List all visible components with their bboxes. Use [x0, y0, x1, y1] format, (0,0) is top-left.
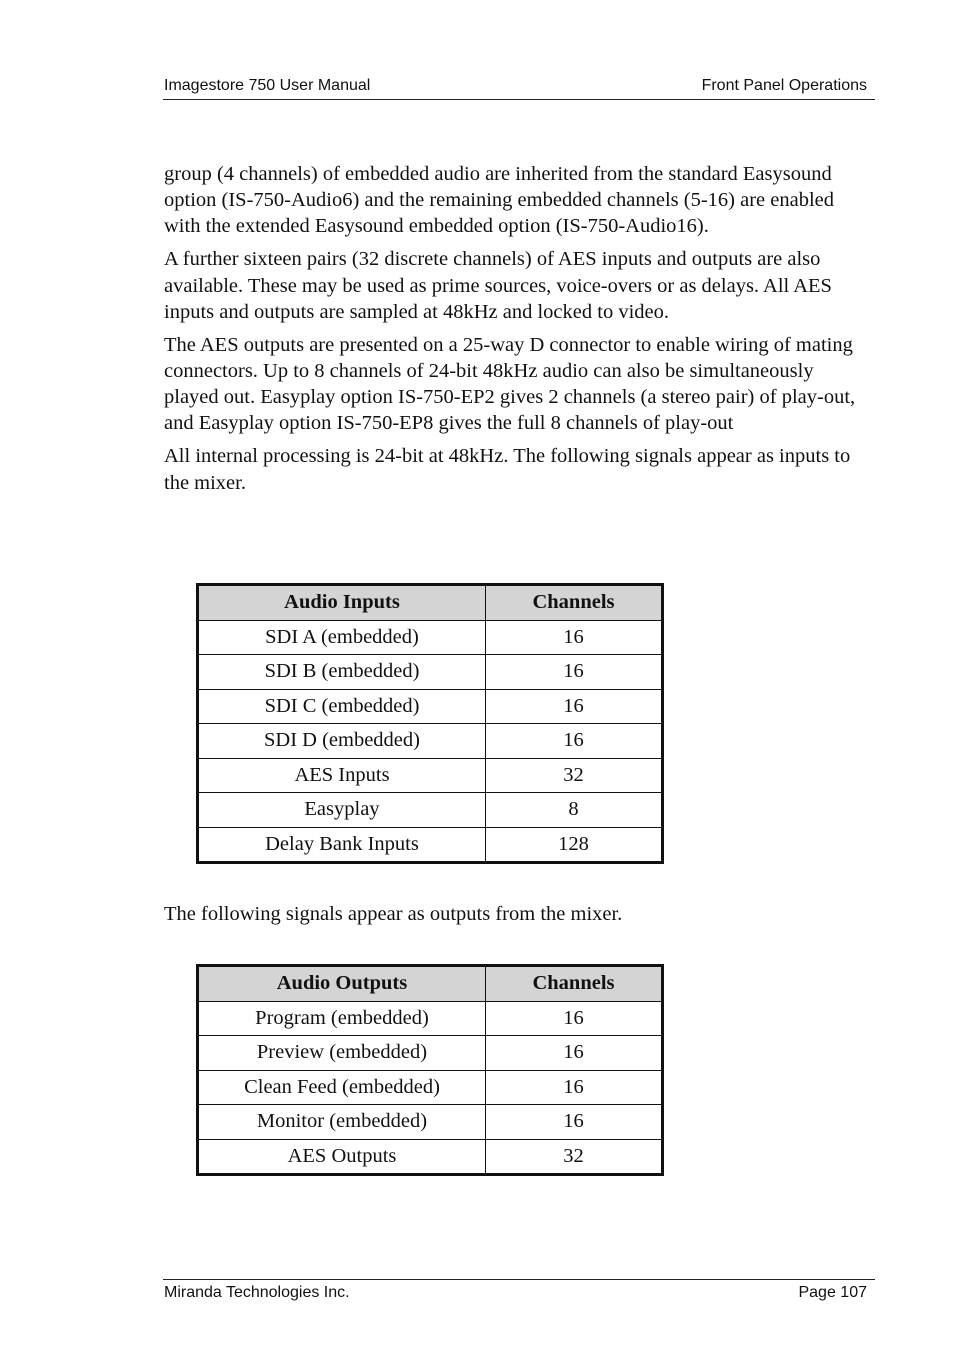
table-row	[198, 1001, 663, 1036]
table-row	[198, 827, 663, 863]
table-cell: Easyplay	[198, 793, 486, 828]
table-cell: Program (embedded)	[198, 1001, 486, 1036]
table-cell: 128	[485, 827, 662, 863]
table-cell: 16	[485, 689, 662, 724]
page-header	[163, 77, 875, 100]
paragraph: group (4 channels) of embedded audio are inherited from the standard Easysound option (IS-750-Audio6) and the remaining embedded channels (5-16) are enabled with the extended Easysound embedded option (IS-750-Audio16).	[164, 163, 835, 238]
audio-outputs-table	[196, 964, 664, 1176]
column-header: Channels	[485, 966, 662, 1002]
footer-company: Miranda Technologies Inc.	[164, 1284, 350, 1301]
table-cell: Delay Bank Inputs	[198, 827, 486, 863]
table-cell: 16	[485, 620, 662, 655]
table-cell: 16	[485, 1001, 662, 1036]
table-cell: Preview (embedded)	[198, 1036, 486, 1071]
table-cell: AES Inputs	[198, 758, 486, 793]
table-cell: SDI A (embedded)	[198, 620, 486, 655]
table-row	[198, 655, 663, 690]
page-number: Page 107	[798, 1284, 867, 1301]
table-cell: 32	[485, 1139, 662, 1175]
table-cell: 32	[485, 758, 662, 793]
paragraph: The AES outputs are presented on a 25-way D connector to enable wiring of mating connectors. Up to 8 channels of 24-bit 48kHz audio can also be simultaneously played out. Easyplay option IS-750-EP2 gives 2 channels (a stereo pair) of play-out, and Easyplay option IS-750-EP8 gives the full 8 channels of play-out	[164, 333, 856, 435]
table-row	[198, 1105, 663, 1140]
paragraph: All internal processing is 24-bit at 48kHz. The following signals appear as inputs to the mixer.	[164, 445, 851, 494]
table-cell: 16	[485, 724, 662, 759]
table-row	[198, 758, 663, 793]
table-cell: SDI C (embedded)	[198, 689, 486, 724]
body-text	[164, 161, 872, 503]
table-row	[198, 620, 663, 655]
header-manual-title: Imagestore 750 User Manual	[164, 77, 371, 94]
table-cell: SDI D (embedded)	[198, 724, 486, 759]
header-section-title: Front Panel Operations	[701, 77, 867, 94]
table-cell: SDI B (embedded)	[198, 655, 486, 690]
column-header: Audio Inputs	[198, 585, 486, 621]
table-cell: 8	[485, 793, 662, 828]
column-header: Audio Outputs	[198, 966, 486, 1002]
page-footer	[163, 1279, 875, 1307]
outputs-intro-text: The following signals appear as outputs from the mixer.	[164, 903, 623, 925]
table-row	[198, 1036, 663, 1071]
table-header-row	[198, 966, 663, 1002]
column-header: Channels	[485, 585, 662, 621]
table-cell: AES Outputs	[198, 1139, 486, 1175]
table-row	[198, 1070, 663, 1105]
table-row	[198, 1139, 663, 1175]
paragraph: A further sixteen pairs (32 discrete channels) of AES inputs and outputs are also available. These may be used as prime sources, voice-overs or as delays. All AES inputs and outputs are sampled at 48kHz and locked to video.	[164, 248, 832, 323]
table-header-row	[198, 585, 663, 621]
table-cell: Clean Feed (embedded)	[198, 1070, 486, 1105]
table-cell: 16	[485, 1105, 662, 1140]
table-cell: 16	[485, 1036, 662, 1071]
table-row	[198, 689, 663, 724]
table-cell: 16	[485, 655, 662, 690]
table-row	[198, 793, 663, 828]
audio-inputs-table	[196, 583, 664, 864]
table-cell: Monitor (embedded)	[198, 1105, 486, 1140]
table-cell: 16	[485, 1070, 662, 1105]
table-row	[198, 724, 663, 759]
